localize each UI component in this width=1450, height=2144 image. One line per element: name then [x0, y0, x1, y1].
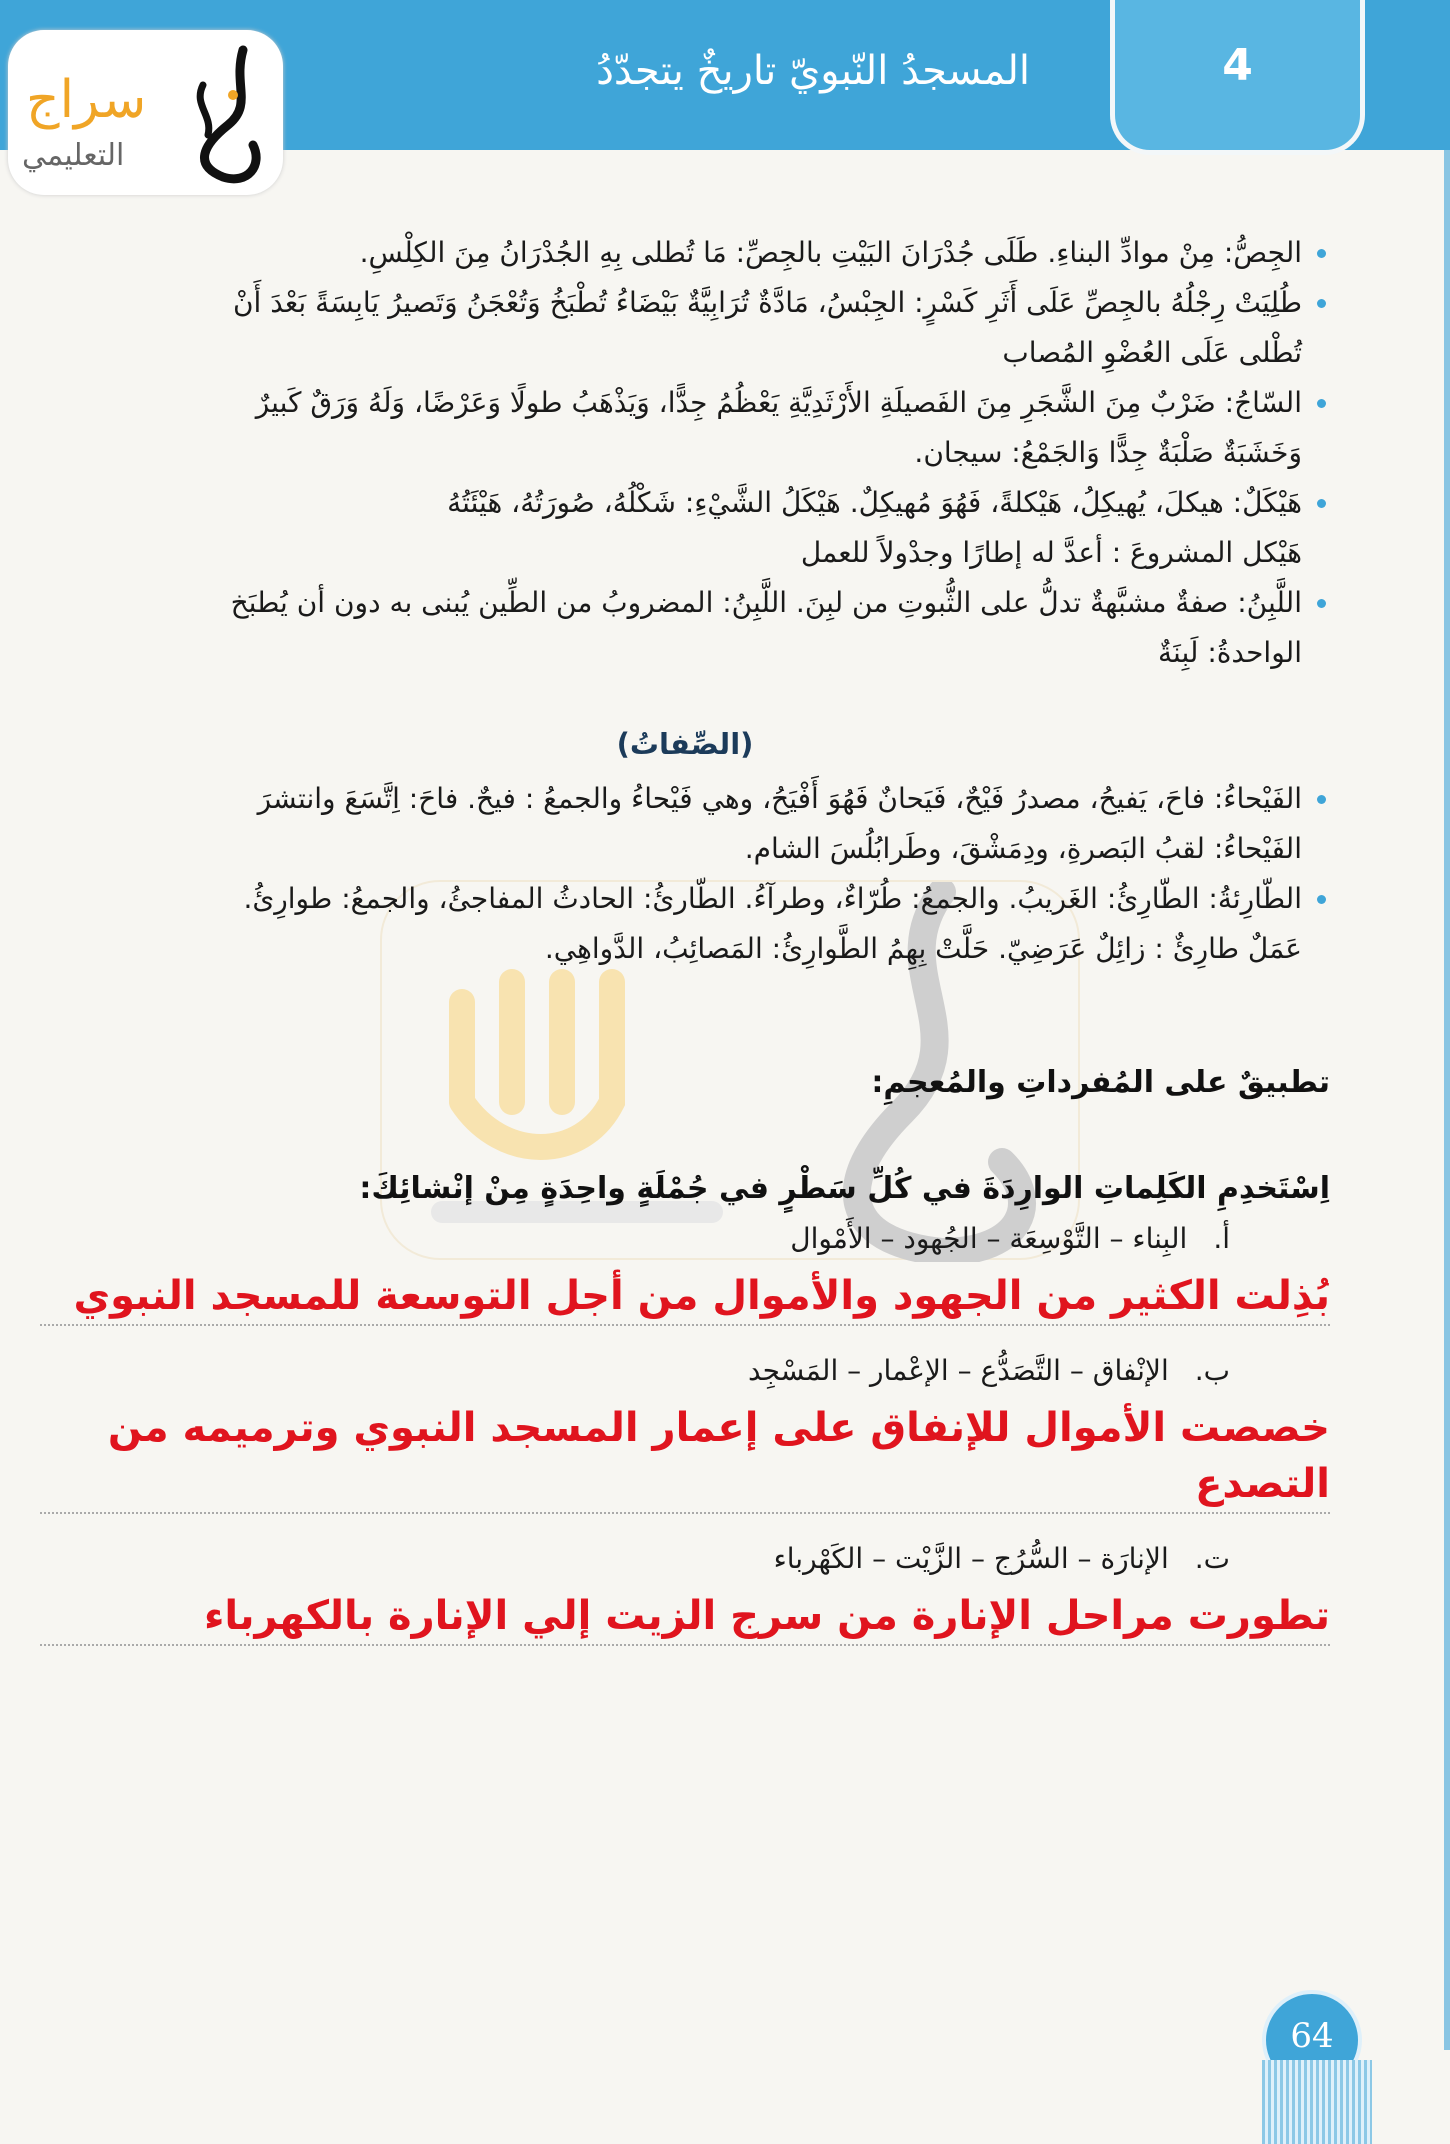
glossary-entry	[40, 228, 1330, 278]
item-words: الإنارَة – السُّرُج – الزَّيْت – الكَهْرباء	[773, 1542, 1169, 1575]
glossary-entry	[40, 578, 1330, 678]
exercise-heading: تطبيقٌ على المُفرداتِ والمُعجمِ:	[871, 1065, 1330, 1100]
glossary-line: اللَّبِنُ: صفةٌ مشبَّهةٌ تدلُّ على الثُّبوتِ من لبِنَ. اللَّبِنُ: المضروبُ من الطِّين يُبنى به دون أن يُطبَخ	[230, 586, 1302, 619]
adjective-line: الفَيْحاءُ: لقبُ البَصرةِ، ودِمَشْقَ، وطَرابُلُسَ الشام.	[744, 832, 1302, 865]
exercise-instruction: اِسْتَخدِمِ الكَلِماتِ الوارِدَةَ في كُلِّ سَطْرٍ في جُمْلَةٍ واحِدَةٍ مِنْ إنْشائِكَ:	[359, 1171, 1330, 1206]
item-label: ت.	[1194, 1542, 1230, 1575]
answer-text: تطورت مراحل الإنارة من سرج الزيت إلي الإنارة بالكهرباء	[40, 1588, 1330, 1646]
siraj-logo	[8, 30, 283, 195]
item-words: البِناء – التَّوْسِعَة – الجُهود – الأَمْوال	[790, 1222, 1188, 1255]
glossary-entry	[40, 278, 1330, 378]
exercise-item	[40, 1216, 1330, 1262]
glossary-line: الواحدةُ: لَبِنَةٌ	[1157, 636, 1302, 669]
adjective-entry	[40, 774, 1330, 874]
exercise-item	[40, 1348, 1330, 1394]
bullet-icon	[1317, 499, 1326, 508]
item-label: ب.	[1194, 1354, 1230, 1387]
bullet-icon	[1317, 599, 1326, 608]
glossary-entry	[40, 378, 1330, 478]
page-corner-stripes	[1262, 2060, 1372, 2144]
page-edge-stripe	[1444, 150, 1450, 2050]
answer-text: بُذِلت الكثير من الجهود والأموال من أجل التوسعة للمسجد النبوي	[40, 1268, 1330, 1326]
page-content	[40, 228, 1330, 1668]
glossary-line: تُطْلى عَلَى العُضْوِ المُصاب	[1002, 336, 1302, 369]
item-label: أ.	[1213, 1222, 1230, 1255]
item-words: الإنْفاق – التَّصَدُّع – الإعْمار – المَسْجِد	[747, 1354, 1169, 1387]
bullet-icon	[1317, 795, 1326, 804]
adjective-line: الفَيْحاءُ: فاحَ، يَفيحُ، مصدرُ فَيْحٌ، فَيَحانٌ فَهُوَ أَفْيَحُ، وهي فَيْحاءُ والجمعُ : فيحٌ. فاحَ: اِتَّسَعَ وانتشرَ	[257, 782, 1302, 815]
lesson-number: 4	[1222, 40, 1253, 91]
logo-calligraphy-icon	[173, 45, 273, 185]
bullet-icon	[1317, 299, 1326, 308]
glossary-line: السّاجُ: ضَرْبٌ مِنَ الشَّجَرِ مِنَ الفَصيلَةِ الأَرْثَدِيَّةِ يَعْظُمُ جِدًّا، وَيَذْهَبُ طولًا وَعَرْضًا، وَلَهُ وَرَقٌ كَبيرٌ	[255, 386, 1302, 419]
glossary-line: الجِصُّ: مِنْ موادِّ البناءِ. طَلَى جُدْرَانَ البَيْتِ بالجِصِّ: مَا تُطلى بِهِ الجُدْرَانُ مِنَ الكِلْسِ.	[359, 236, 1302, 269]
logo-name: سراج	[26, 70, 147, 130]
bullet-icon	[1317, 249, 1326, 258]
glossary-line: وَخَشَبَةٌ صَلْبَةٌ جِدًّا وَالجَمْعُ: سيجان.	[914, 436, 1302, 469]
adjective-line: عَمَلٌ طارِئٌ : زائِلٌ عَرَضِيّ. حَلَّتْ بِهِمُ الطَّوارِئُ: المَصائِبُ، الدَّواهِي.	[544, 932, 1302, 965]
glossary-line: طُلِيَتْ رِجْلُهُ بالجِصِّ عَلَى أَثَرِ كَسْرٍ: الجِبْسُ، مَادَّةٌ تُرَابِيَّةٌ بَيْضَاءُ تُطْبَخُ وَتُعْجَنُ وَتَصيرُ يَابِسَةً بَعْدَ أَنْ	[232, 286, 1302, 319]
exercise-item	[40, 1536, 1330, 1582]
glossary-line: هَيْكل المشروعَ : أعدَّ له إطارًا وجدْولاً للعمل	[800, 536, 1302, 569]
adjective-line: الطّارِئةُ: الطّارِئُ: الغَريبُ. والجمعُ: طُرّاءٌ، وطرآءُ. الطّارئُ: الحادثُ المفاجئُ، والجمعُ: طوارِئُ.	[243, 882, 1302, 915]
logo-subtitle: التعليمي	[22, 138, 125, 173]
lesson-title: المسجدُ النّبويّ تاريخٌ يتجدّدُ	[596, 48, 1030, 94]
page-number: 64	[1290, 2016, 1334, 2056]
glossary-entry	[40, 478, 1330, 578]
answer-text: خصصت الأموال للإنفاق على إعمار المسجد النبوي وترميمه من التصدع	[40, 1400, 1330, 1514]
adjective-entry	[40, 874, 1330, 974]
adjectives-title: (الصِّفاتُ)	[616, 727, 754, 761]
glossary-line: هَيْكَلٌ: هيكلَ، يُهيكِلُ، هَيْكلةً، فَهُوَ مُهيكِلٌ. هَيْكَلُ الشَّيْءِ: شَكْلُهُ، صُورَتُهُ، هَيْئَتُهُ	[447, 486, 1302, 519]
bullet-icon	[1317, 399, 1326, 408]
bullet-icon	[1317, 895, 1326, 904]
